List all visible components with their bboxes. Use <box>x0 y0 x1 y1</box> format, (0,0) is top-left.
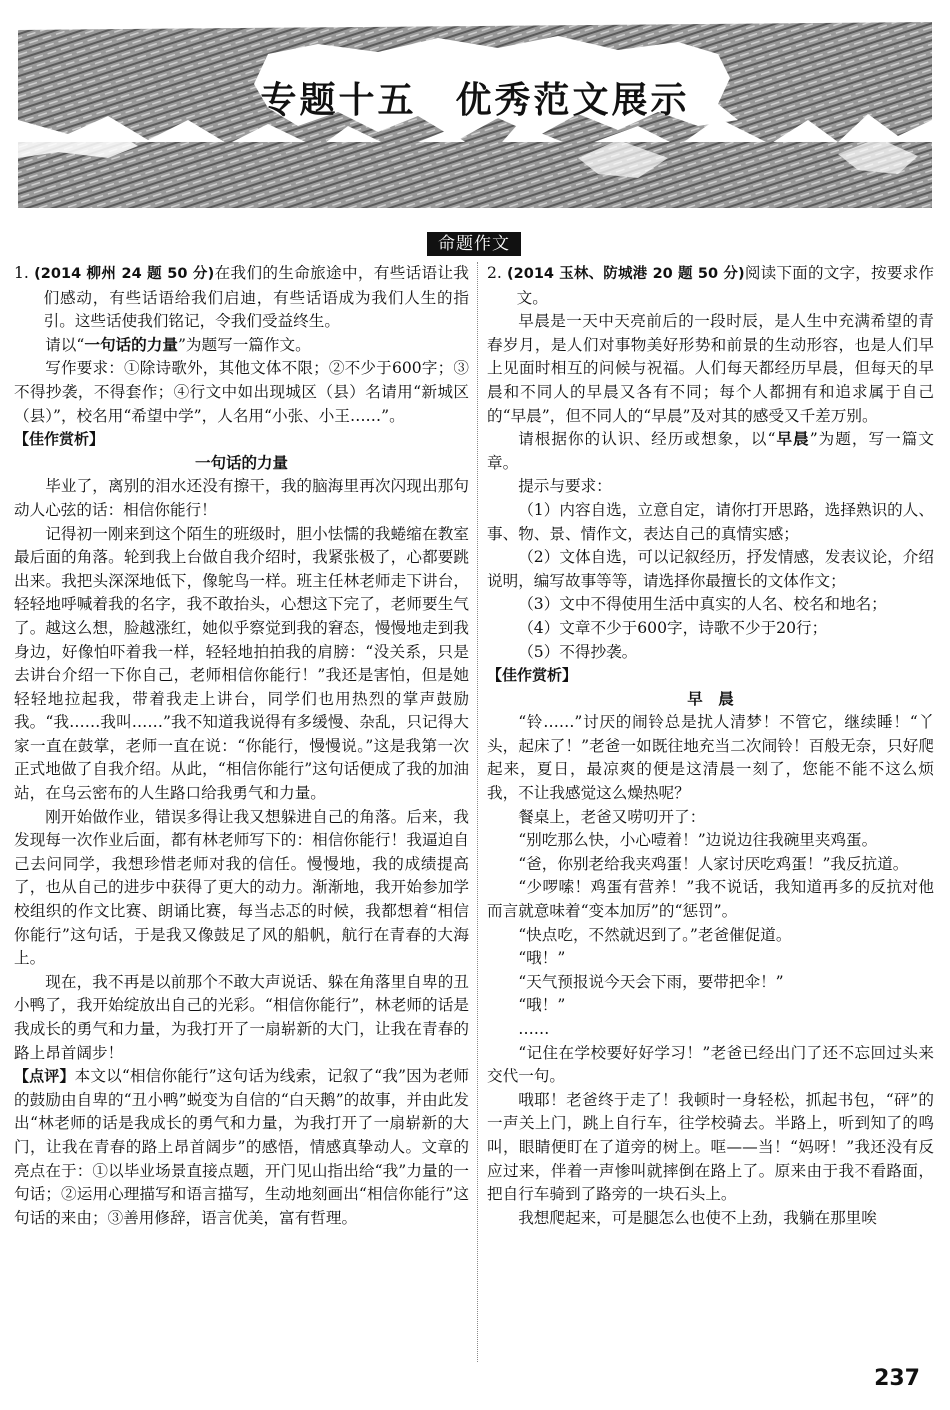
essay-paragraph: 我想爬起来，可是腿怎么也使不上劲，我躺在那里唉 <box>518 1208 877 1227</box>
question-2-intro <box>487 262 934 310</box>
hint-item: （3）文中不得使用生活中真实的人名、校名和地名； <box>518 595 887 614</box>
question-2-prompt <box>487 428 934 475</box>
question-2-material: 早晨是一天中天亮前后的一段时辰，是人生中充满希望的青春岁月，是人们对事物美好形势和前景的生动形容，也是人们早上见面时相互的问候与祝福。人们每天都经历早晨，但每天的早晨和不同人的早晨又各有不同；每个人都拥有和追求属于自己的“早晨”，但不同人的“早晨”及对其的感受又千差万别。 <box>487 312 934 425</box>
question-number: 2. <box>487 264 508 282</box>
essay-paragraph: 餐桌上，老爸又唠叨开了： <box>518 807 706 826</box>
essay-paragraph: “天气预报说今天会下雨，要带把伞！” <box>518 972 784 991</box>
essay-paragraph: “记住在学校要好好学习！”老爸已经出门了还不忘回过头来交代一句。 <box>487 1043 934 1086</box>
essay-paragraph: “爸，你别老给我夹鸡蛋！人家讨厌吃鸡蛋！”我反抗道。 <box>518 854 909 873</box>
comment-label: 【点评】 <box>14 1067 75 1086</box>
question-intro-text: 在我们的生命旅途中，有些话语让我们感动，有些话语给我们启迪，有些话语成为我们人生的指引。这些话使我们铭记，令我们受益终生。 <box>43 264 469 331</box>
essay-paragraph: 记得初一刚来到这个陌生的班级时，胆小怯懦的我蜷缩在教室最后面的角落。轮到我上台做自我介绍时，我紧张极了，心都要跳出来。我把头深深地低下，像鸵鸟一样。班主任林老师走下讲台，轻轻地呼喊着我的名字，我不敢抬头，心想这下完了，老师要生气了。越这么想，脸越涨红，她似乎察觉到我的窘态，慢慢地走到我身边，好像怕吓着我一样，轻轻地拍拍我的肩膀：“没关系，只是去讲台介绍一下你自己，老师相信你能行！”我还是害怕，但是她轻轻地拉起我，带着我走上讲台，同学们也用热烈的掌声鼓励我。“我……我叫……”我不知道我说得有多缓慢、杂乱，只记得大家一直在鼓掌，老师一直在说：“你能行，慢慢说。”这是我第一次正式地做了自我介绍。从此，“相信你能行”这句话便成了我的加油站，在乌云密布的人生路口给我勇气和力量。 <box>14 524 469 803</box>
essay-title: 早 晨 <box>687 689 734 708</box>
essay-paragraph: …… <box>518 1020 550 1038</box>
question-source: (2014 柳州 24 题 50 分) <box>34 266 215 282</box>
prompt-text: ”为题，写一篇文章。 <box>487 430 934 472</box>
hint-item: （2）文体自选，可以记叙经历，抒发情感，发表议论，介绍说明，编写故事等等，请选择你最擅长的文体作文； <box>487 548 934 590</box>
essay-paragraph: “少啰嗦！鸡蛋有营养！”我不说话，我知道再多的反抗对他而言就意味着“变本加厉”的“惩罚”。 <box>487 878 934 921</box>
essay-paragraph: 哦耶！老爸终于走了！我顿时一身轻松，抓起书包，“砰”的一声关上门，跳上自行车，往学校骑去。半路上，听到知了的鸣叫，眼睛便盯在了道旁的树上。哐——当！“妈呀！”我还没有反应过来，伴着一声惨叫就摔倒在路上了。原来由于我不看路面，把自行车骑到了路旁的一块石头上。 <box>487 1090 934 1204</box>
hints-title: 提示与要求： <box>518 477 612 496</box>
question-1-requirements: 写作要求：①除诗歌外，其他文体不限；②不少于600字；③不得抄袭，不得套作；④行文中如出现城区（县）名请用“新城区（县）”，校名用“希望中学”，人名用“小张、小王……”。 <box>14 359 469 425</box>
essay-paragraph: “哦！” <box>518 949 566 968</box>
section-label: 【佳作赏析】 <box>14 430 105 449</box>
hint-item: （1）内容自选，立意自定，请你打开思路，选择熟识的人、事、物、景、情作文，表达自己的真情实感； <box>487 500 934 543</box>
prompt-title: 一句话的力量 <box>84 335 178 354</box>
question-1-prompt <box>14 334 469 358</box>
title-banner <box>18 8 932 208</box>
prompt-text: 请以“ <box>45 335 85 354</box>
essay-paragraph: 毕业了，离别的泪水还没有擦干，我的脑海里再次闪现出那句动人心弦的话：相信你能行！ <box>14 477 469 519</box>
section-label: 【佳作赏析】 <box>487 666 578 685</box>
essay-comment <box>14 1065 469 1230</box>
hint-item: （5）不得抄袭。 <box>518 642 638 661</box>
prompt-text: 请根据你的认识、经历或想象，以“ <box>518 430 776 449</box>
hint-item: （4）文章不少于600字，诗歌不少于20行； <box>518 618 828 637</box>
comment-text: 本文以“相信你能行”这句话为线索，记叙了“我”因为老师的鼓励由自卑的“丑小鸭”蜕变为自信的“白天鹅”的故事，并由此发出“林老师的话是我成长的勇气和力量，为我打开了一扇崭新的大门，让我在青春的路上昂首阔步”的感悟，情感真挚动人。文章的亮点在于：①以毕业场景直接点题，开门见山指出给“我”力量的一句话；②运用心理描写和语言描写，生动地刻画出“相信你能行”这句话的来由；③善用修辞，语言优美，富有哲理。 <box>14 1067 469 1227</box>
page-number: 237 <box>874 1366 920 1391</box>
essay-paragraph: “哦！” <box>518 996 566 1015</box>
essay-paragraph: 现在，我不再是以前那个不敢大声说话、躲在角落里自卑的丑小鸭了，我开始绽放出自己的光彩。“相信你能行”，林老师的话是我成长的勇气和力量，为我打开了一扇崭新的大门，让我在青春的路上昂首阔步！ <box>14 972 469 1062</box>
question-number: 1. <box>14 264 35 282</box>
question-intro-text: 阅读下面的文字，按要求作文。 <box>516 264 934 307</box>
column-divider <box>477 262 478 1362</box>
right-column <box>487 262 934 1230</box>
essay-title: 一句话的力量 <box>194 453 288 472</box>
prompt-text: ”为题写一篇作文。 <box>177 335 311 354</box>
prompt-title: 早晨 <box>775 430 810 449</box>
question-1-intro <box>14 262 469 334</box>
essay-paragraph: “快点吃，不然就迟到了。”老爸催促道。 <box>518 925 792 944</box>
question-source: (2014 玉林、防城港 20 题 50 分) <box>507 266 745 282</box>
essay-paragraph: “别吃那么快，小心噎着！”边说边往我碗里夹鸡蛋。 <box>518 831 878 850</box>
essay-paragraph: “铃……”讨厌的闹铃总是扰人清梦！不管它，继续睡！“丫头，起床了！”老爸一如既往地充当二次闹铃！百般无奈，只好爬起来，夏日，最凉爽的便是这清晨一刻了，您能不能不这么烦我，不让我感觉这么燥热呢？ <box>487 713 934 803</box>
essay-paragraph: 刚开始做作业，错误多得让我又想躲进自己的角落。后来，我发现每一次作业后面，都有林老师写下的：相信你能行！我逼迫自己去问同学，我想珍惜老师对我的信任。慢慢地，我的成绩提高了，也从自己的进步中获得了更大的动力。渐渐地，我开始参加学校组织的作文比赛、朗诵比赛，每当忐忑的时候，我都想着“相信你能行”这句话，于是我又像鼓足了风的船帆，航行在青春的大海上。 <box>14 807 469 968</box>
section-tag: 命题作文 <box>427 232 521 256</box>
page-title: 专题十五 优秀范文展示 <box>260 80 690 121</box>
left-column <box>14 262 469 1230</box>
